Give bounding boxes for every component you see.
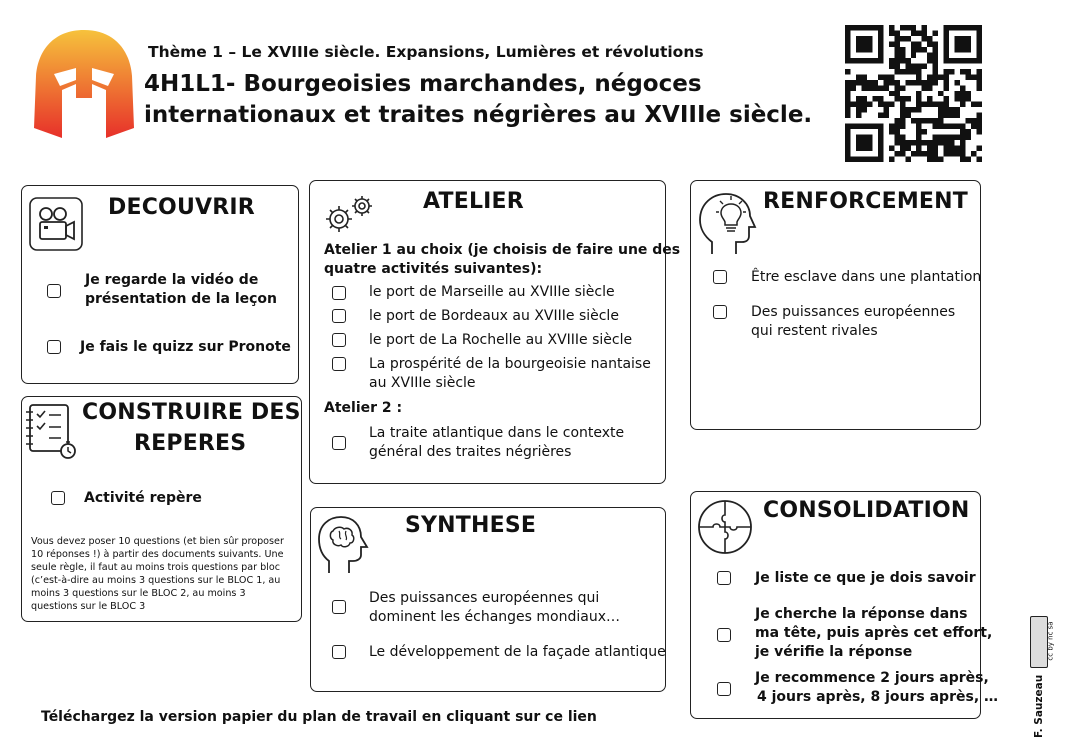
atelier1-heading-line1: Atelier 1 au choix (je choisis de faire une des [324,242,681,258]
checkbox-traite-atlantique[interactable] [332,436,346,450]
atelier-item-nantes-line2: au XVIIIe siècle [369,375,476,391]
instructions-line5: moins 3 questions sur le BLOC 2, au moins 3 [31,588,246,599]
checkbox-la-rochelle[interactable] [332,333,346,347]
synthese-item1-line2: dominent les échanges mondiaux… [369,609,620,625]
video-camera-icon [29,197,83,251]
decouvrir-item1-line1: Je regarde la vidéo de [85,272,259,288]
cc-license-badge: cc by nc sa [1030,616,1048,668]
consolidation-item2-line3: je vérifie la réponse [755,644,913,660]
atelier-item-bordeaux: le port de Bordeaux au XVIIIe siècle [369,308,619,324]
helmet-logo-icon [32,28,136,140]
gears-icon [322,193,378,237]
synthese-title: SYNTHESE [405,513,537,538]
checkbox-quizz[interactable] [47,340,61,354]
qr-code[interactable] [845,25,982,162]
renforcement-title: RENFORCEMENT [763,189,968,214]
page-title-line2: internationaux et traites négrières au XVIIIe siècle. [144,102,813,128]
construire-title-line1: CONSTRUIRE DES [82,400,301,425]
atelier2-heading: Atelier 2 : [324,400,403,416]
instructions-line3: seule règle, il faut au moins trois questions par bloc [31,562,280,573]
lightbulb-head-icon [698,190,756,256]
decouvrir-item1-line2: présentation de la leçon [85,291,277,307]
consolidation-title: CONSOLIDATION [763,498,970,523]
construire-title-line2: REPERES [134,431,247,456]
checkbox-puissances-rivales[interactable] [713,305,727,319]
activite-repere-label: Activité repère [84,490,202,506]
consolidation-item1: Je liste ce que je dois savoir [755,570,976,586]
license-author-block [1029,616,1055,738]
checklist-clipboard-icon [24,402,80,462]
author-credit: F. Sauzeau [1033,674,1045,738]
atelier-item-nantes-line1: La prospérité de la bourgeoisie nantaise [369,356,651,372]
atelier2-item-line2: général des traites négrières [369,444,572,460]
atelier1-heading-line2: quatre activités suivantes): [324,261,543,277]
download-link[interactable]: Téléchargez la version papier du plan de travail en cliquant sur ce lien [41,709,597,725]
synthese-item2: Le développement de la façade atlantique [369,644,666,660]
atelier-title: ATELIER [423,189,524,214]
atelier-item-marseille: le port de Marseille au XVIIIe siècle [369,284,615,300]
atelier2-item-line1: La traite atlantique dans le contexte [369,425,625,441]
checkbox-puissances-dominent[interactable] [332,600,346,614]
theme-heading: Thème 1 – Le XVIIIe siècle. Expansions, Lumières et révolutions [148,43,704,61]
consolidation-item3-line2: 4 jours après, 8 jours après, … [757,689,999,705]
instructions-line6: questions sur le BLOC 3 [31,601,146,612]
renforcement-item2-line2: qui restent rivales [751,323,878,339]
checkbox-liste-savoir[interactable] [717,571,731,585]
instructions-line2: 10 réponses !) à partir des documents suivants. Une [31,549,284,560]
renforcement-item2-line1: Des puissances européennes [751,304,956,320]
checkbox-marseille[interactable] [332,286,346,300]
checkbox-recommence[interactable] [717,682,731,696]
page-title-line1: 4H1L1- Bourgeoisies marchandes, négoces [144,71,702,97]
synthese-item1-line1: Des puissances européennes qui [369,590,600,606]
decouvrir-item2: Je fais le quizz sur Pronote [80,339,291,355]
checkbox-esclave-plantation[interactable] [713,270,727,284]
checkbox-cherche-reponse[interactable] [717,628,731,642]
checkbox-facade-atlantique[interactable] [332,645,346,659]
checkbox-activite-repere[interactable] [51,491,65,505]
decouvrir-title: DECOUVRIR [108,195,255,220]
brain-head-icon [317,515,369,575]
checkbox-bordeaux[interactable] [332,309,346,323]
instructions-line4: (c’est-à-dire au moins 3 questions sur le BLOC 1, au [31,575,281,586]
atelier-item-la-rochelle: le port de La Rochelle au XVIIIe siècle [369,332,633,348]
consolidation-item2-line1: Je cherche la réponse dans [755,606,968,622]
puzzle-circle-icon [697,499,753,555]
checkbox-video[interactable] [47,284,61,298]
checkbox-nantes[interactable] [332,357,346,371]
consolidation-item2-line2: ma tête, puis après cet effort, [755,625,993,641]
renforcement-item1: Être esclave dans une plantation [751,269,982,285]
instructions-line1: Vous devez poser 10 questions (et bien sûr proposer [31,536,284,547]
consolidation-item3-line1: Je recommence 2 jours après, [755,670,989,686]
